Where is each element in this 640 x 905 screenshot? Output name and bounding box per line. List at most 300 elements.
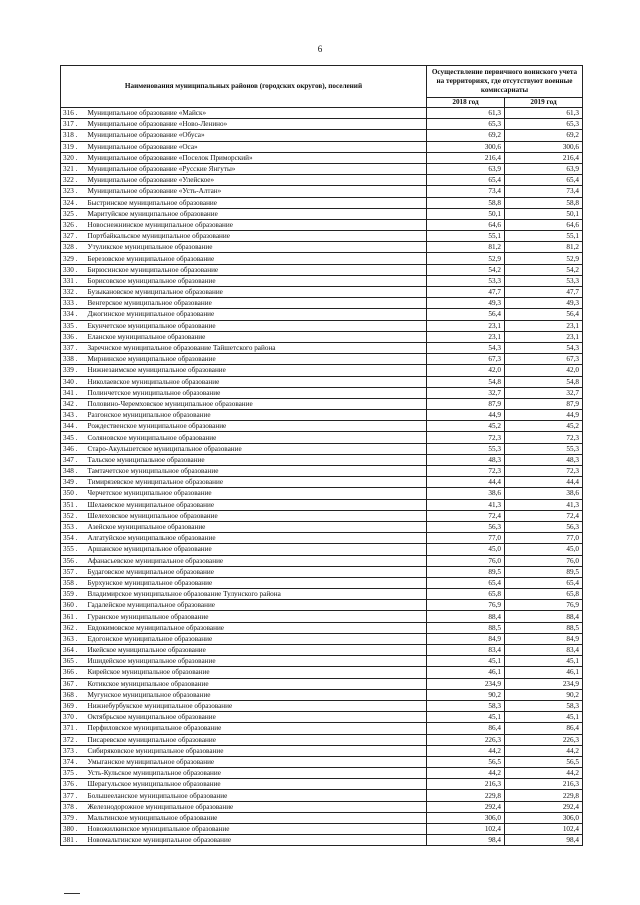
value-2018: 23,1	[427, 320, 505, 331]
municipality-name: Муниципальное образование «Улейское»	[85, 175, 427, 186]
table-row	[61, 510, 583, 521]
row-number: 346 .	[61, 443, 85, 454]
value-2019: 65,8	[505, 589, 583, 600]
municipality-name: Соляновское муниципальное образование	[85, 432, 427, 443]
municipality-name: Бирюсинское муниципальное образование	[85, 264, 427, 275]
municipality-name: Будаговское муниципальное образование	[85, 566, 427, 577]
value-2019: 45,1	[505, 712, 583, 723]
value-2018: 229,8	[427, 790, 505, 801]
municipality-name: Большееланское муниципальное образование	[85, 790, 427, 801]
municipality-name: Шерагульское муниципальное образование	[85, 779, 427, 790]
municipality-name: Муниципальное образование «Майск»	[85, 108, 427, 119]
value-2019: 65,3	[505, 119, 583, 130]
row-number: 361 .	[61, 611, 85, 622]
value-2019: 76,0	[505, 555, 583, 566]
value-2018: 53,3	[427, 275, 505, 286]
value-2019: 58,3	[505, 700, 583, 711]
row-number: 350 .	[61, 488, 85, 499]
municipality-name: Муниципальное образование «Оса»	[85, 141, 427, 152]
table-row	[61, 756, 583, 767]
table-row	[61, 130, 583, 141]
value-2019: 45,1	[505, 656, 583, 667]
municipality-name: Котикское муниципальное образование	[85, 678, 427, 689]
row-number: 351 .	[61, 499, 85, 510]
row-number: 358 .	[61, 577, 85, 588]
value-2019: 42,0	[505, 365, 583, 376]
value-2019: 58,8	[505, 197, 583, 208]
value-2018: 55,3	[427, 443, 505, 454]
value-2018: 45,1	[427, 656, 505, 667]
table-row	[61, 219, 583, 230]
table-row	[61, 734, 583, 745]
row-number: 356 .	[61, 555, 85, 566]
value-2019: 229,8	[505, 790, 583, 801]
municipality-name: Железнодорожное муниципальное образование	[85, 801, 427, 812]
table-row	[61, 488, 583, 499]
table-row	[61, 152, 583, 163]
value-2018: 41,3	[427, 499, 505, 510]
table-row	[61, 331, 583, 342]
column-header-2019: 2019 год	[505, 98, 583, 108]
table-row	[61, 600, 583, 611]
municipality-name: Мальтинское муниципальное образование	[85, 812, 427, 823]
municipality-name: Муниципальное образование «Русские Янгуты»	[85, 163, 427, 174]
value-2019: 88,4	[505, 611, 583, 622]
value-2019: 38,6	[505, 488, 583, 499]
value-2018: 72,4	[427, 510, 505, 521]
value-2018: 42,0	[427, 365, 505, 376]
table-row	[61, 320, 583, 331]
value-2019: 84,9	[505, 633, 583, 644]
table-row	[61, 119, 583, 130]
municipality-name: Икейское муниципальное образование	[85, 645, 427, 656]
table-row	[61, 432, 583, 443]
value-2018: 102,4	[427, 824, 505, 835]
row-number: 335 .	[61, 320, 85, 331]
value-2018: 56,4	[427, 309, 505, 320]
row-number: 354 .	[61, 533, 85, 544]
value-2019: 23,1	[505, 320, 583, 331]
value-2019: 56,4	[505, 309, 583, 320]
table-row	[61, 801, 583, 812]
row-number: 348 .	[61, 466, 85, 477]
row-number: 376 .	[61, 779, 85, 790]
row-number: 324 .	[61, 197, 85, 208]
row-number: 317 .	[61, 119, 85, 130]
table-row	[61, 723, 583, 734]
row-number: 373 .	[61, 745, 85, 756]
value-2019: 98,4	[505, 835, 583, 846]
municipality-name: Муниципальное образование «Ново-Ленино»	[85, 119, 427, 130]
row-number: 347 .	[61, 454, 85, 465]
value-2018: 23,1	[427, 331, 505, 342]
row-number: 345 .	[61, 432, 85, 443]
row-number: 331 .	[61, 275, 85, 286]
value-2019: 81,2	[505, 242, 583, 253]
value-2018: 58,3	[427, 700, 505, 711]
municipality-name: Муниципальное образование «Обуса»	[85, 130, 427, 141]
value-2018: 32,7	[427, 387, 505, 398]
table-row	[61, 712, 583, 723]
table-row	[61, 633, 583, 644]
value-2018: 216,3	[427, 779, 505, 790]
table-row	[61, 779, 583, 790]
value-2018: 90,2	[427, 689, 505, 700]
municipality-name: Еланское муниципальное образование	[85, 331, 427, 342]
row-number: 377 .	[61, 790, 85, 801]
municipality-name: Старо-Акульшетское муниципальное образование	[85, 443, 427, 454]
table-row	[61, 768, 583, 779]
table-row	[61, 678, 583, 689]
municipality-name: Умыганское муниципальное образование	[85, 756, 427, 767]
value-2018: 89,5	[427, 566, 505, 577]
value-2018: 47,7	[427, 287, 505, 298]
value-2019: 69,2	[505, 130, 583, 141]
row-number: 349 .	[61, 477, 85, 488]
table-row	[61, 275, 583, 286]
table-row	[61, 342, 583, 353]
table-row	[61, 566, 583, 577]
municipality-name: Новомальтинское муниципальное образование	[85, 835, 427, 846]
row-number: 329 .	[61, 253, 85, 264]
municipality-name: Гадалейское муниципальное образование	[85, 600, 427, 611]
row-number: 316 .	[61, 108, 85, 119]
value-2019: 61,3	[505, 108, 583, 119]
value-2018: 63,9	[427, 163, 505, 174]
municipality-name: Нижнебурбукское муниципальное образование	[85, 700, 427, 711]
row-number: 327 .	[61, 231, 85, 242]
table-row	[61, 521, 583, 532]
column-header-2018: 2018 год	[427, 98, 505, 108]
table-row	[61, 264, 583, 275]
table-row	[61, 656, 583, 667]
value-2018: 52,9	[427, 253, 505, 264]
page-number: 6	[317, 44, 323, 54]
table-row	[61, 835, 583, 846]
row-number: 321 .	[61, 163, 85, 174]
municipality-name: Гуранское муниципальное образование	[85, 611, 427, 622]
table-row	[61, 466, 583, 477]
municipality-name: Борисовское муниципальное образование	[85, 275, 427, 286]
municipality-name: Тимирязевское муниципальное образование	[85, 477, 427, 488]
municipality-name: Рождественское муниципальное образование	[85, 421, 427, 432]
row-number: 372 .	[61, 734, 85, 745]
value-2018: 45,1	[427, 712, 505, 723]
value-2019: 65,4	[505, 577, 583, 588]
table-row	[61, 141, 583, 152]
table-row	[61, 376, 583, 387]
value-2018: 56,5	[427, 756, 505, 767]
value-2019: 216,4	[505, 152, 583, 163]
value-2019: 23,1	[505, 331, 583, 342]
row-number: 375 .	[61, 768, 85, 779]
row-number: 355 .	[61, 544, 85, 555]
table-row	[61, 175, 583, 186]
municipality-name: Шелеховское муниципальное образование	[85, 510, 427, 521]
table-row	[61, 298, 583, 309]
value-2018: 50,1	[427, 208, 505, 219]
value-2019: 54,3	[505, 342, 583, 353]
table-row	[61, 589, 583, 600]
row-number: 343 .	[61, 410, 85, 421]
municipality-name: Бузыкановское муниципальное образование	[85, 287, 427, 298]
municipality-name: Писаревское муниципальное образование	[85, 734, 427, 745]
value-2019: 32,7	[505, 387, 583, 398]
table-row	[61, 533, 583, 544]
value-2019: 44,2	[505, 768, 583, 779]
value-2019: 55,3	[505, 443, 583, 454]
municipality-name: Мирнинское муниципальное образование	[85, 354, 427, 365]
table-row	[61, 309, 583, 320]
table-row	[61, 108, 583, 119]
value-2019: 55,1	[505, 231, 583, 242]
row-number: 337 .	[61, 342, 85, 353]
table-row	[61, 689, 583, 700]
table-row	[61, 365, 583, 376]
municipality-name: Половино-Черемховское муниципальное образование	[85, 398, 427, 409]
value-2019: 72,3	[505, 466, 583, 477]
value-2019: 50,1	[505, 208, 583, 219]
table-row	[61, 555, 583, 566]
row-number: 378 .	[61, 801, 85, 812]
row-number: 334 .	[61, 309, 85, 320]
value-2018: 55,1	[427, 231, 505, 242]
value-2018: 81,2	[427, 242, 505, 253]
value-2019: 88,5	[505, 622, 583, 633]
row-number: 326 .	[61, 219, 85, 230]
municipality-name: Бурхунское муниципальное образование	[85, 577, 427, 588]
value-2019: 53,3	[505, 275, 583, 286]
table-row	[61, 398, 583, 409]
row-number: 360 .	[61, 600, 85, 611]
table-row	[61, 499, 583, 510]
row-number: 363 .	[61, 633, 85, 644]
row-number: 367 .	[61, 678, 85, 689]
municipality-name: Муниципальное образование «Поселок Приморский»	[85, 152, 427, 163]
municipality-name: Афанасьевское муниципальное образование	[85, 555, 427, 566]
row-number: 341 .	[61, 387, 85, 398]
value-2019: 48,3	[505, 454, 583, 465]
value-2018: 88,4	[427, 611, 505, 622]
municipality-name: Азейское муниципальное образование	[85, 521, 427, 532]
value-2019: 63,9	[505, 163, 583, 174]
value-2019: 292,4	[505, 801, 583, 812]
table-row	[61, 410, 583, 421]
municipality-name: Черчетское муниципальное образование	[85, 488, 427, 499]
value-2018: 67,3	[427, 354, 505, 365]
row-number: 325 .	[61, 208, 85, 219]
table-row	[61, 824, 583, 835]
value-2019: 46,1	[505, 667, 583, 678]
value-2018: 58,8	[427, 197, 505, 208]
municipality-name: Березовское муниципальное образование	[85, 253, 427, 264]
value-2019: 67,3	[505, 354, 583, 365]
table-row	[61, 354, 583, 365]
value-2019: 44,2	[505, 745, 583, 756]
value-2019: 89,5	[505, 566, 583, 577]
value-2018: 44,9	[427, 410, 505, 421]
value-2018: 65,3	[427, 119, 505, 130]
municipality-name: Заречнское муниципальное образование Тайшетского района	[85, 342, 427, 353]
value-2019: 45,0	[505, 544, 583, 555]
row-number: 379 .	[61, 812, 85, 823]
value-2018: 88,5	[427, 622, 505, 633]
table-row	[61, 544, 583, 555]
table-row	[61, 253, 583, 264]
municipality-name: Тальское муниципальное образование	[85, 454, 427, 465]
value-2018: 216,4	[427, 152, 505, 163]
municipality-name: Николаевское муниципальное образование	[85, 376, 427, 387]
row-number: 364 .	[61, 645, 85, 656]
row-number: 359 .	[61, 589, 85, 600]
row-number: 318 .	[61, 130, 85, 141]
value-2019: 86,4	[505, 723, 583, 734]
value-2019: 54,8	[505, 376, 583, 387]
footer-mark	[64, 893, 80, 894]
column-header-name: Наименования муниципальных районов (городских округов), поселений	[61, 66, 427, 108]
value-2019: 64,6	[505, 219, 583, 230]
row-number: 353 .	[61, 521, 85, 532]
municipality-name: Муниципальное образование «Усть-Алтан»	[85, 186, 427, 197]
value-2019: 306,0	[505, 812, 583, 823]
table-row	[61, 577, 583, 588]
value-2018: 45,2	[427, 421, 505, 432]
value-2018: 84,9	[427, 633, 505, 644]
value-2018: 54,8	[427, 376, 505, 387]
value-2019: 76,9	[505, 600, 583, 611]
table-row	[61, 387, 583, 398]
municipality-name: Полинчетское муниципальное образование	[85, 387, 427, 398]
value-2019: 234,9	[505, 678, 583, 689]
value-2018: 65,8	[427, 589, 505, 600]
value-2018: 44,2	[427, 768, 505, 779]
table-row	[61, 231, 583, 242]
row-number: 380 .	[61, 824, 85, 835]
value-2018: 76,0	[427, 555, 505, 566]
municipality-name: Быстринское муниципальное образование	[85, 197, 427, 208]
table-row	[61, 645, 583, 656]
municipality-name: Сибиряковское муниципальное образование	[85, 745, 427, 756]
value-2019: 83,4	[505, 645, 583, 656]
value-2018: 48,3	[427, 454, 505, 465]
row-number: 374 .	[61, 756, 85, 767]
municipality-name: Ишидейское муниципальное образование	[85, 656, 427, 667]
value-2018: 56,3	[427, 521, 505, 532]
value-2018: 72,3	[427, 466, 505, 477]
value-2019: 226,3	[505, 734, 583, 745]
value-2018: 44,2	[427, 745, 505, 756]
row-number: 333 .	[61, 298, 85, 309]
table-row	[61, 287, 583, 298]
row-number: 319 .	[61, 141, 85, 152]
municipality-name: Екунчетское муниципальное образование	[85, 320, 427, 331]
municipality-name: Мугунское муниципальное образование	[85, 689, 427, 700]
value-2019: 300,6	[505, 141, 583, 152]
value-2019: 44,4	[505, 477, 583, 488]
row-number: 357 .	[61, 566, 85, 577]
value-2018: 69,2	[427, 130, 505, 141]
table-row	[61, 611, 583, 622]
municipality-name: Разгонское муниципальное образование	[85, 410, 427, 421]
table-row	[61, 163, 583, 174]
table-row	[61, 667, 583, 678]
table-row	[61, 197, 583, 208]
value-2019: 72,4	[505, 510, 583, 521]
row-number: 328 .	[61, 242, 85, 253]
value-2018: 49,3	[427, 298, 505, 309]
value-2018: 61,3	[427, 108, 505, 119]
row-number: 371 .	[61, 723, 85, 734]
row-number: 352 .	[61, 510, 85, 521]
value-2018: 87,9	[427, 398, 505, 409]
table-row	[61, 454, 583, 465]
value-2019: 56,3	[505, 521, 583, 532]
table-row	[61, 812, 583, 823]
value-2019: 102,4	[505, 824, 583, 835]
value-2018: 65,4	[427, 577, 505, 588]
allocation-table	[60, 65, 583, 846]
column-header-group: Осуществление первичного воинского учета на территориях, где отсутствуют военные комиссариаты	[427, 66, 583, 98]
municipality-name: Портбайкальское муниципальное образование	[85, 231, 427, 242]
value-2018: 72,3	[427, 432, 505, 443]
value-2018: 54,2	[427, 264, 505, 275]
row-number: 323 .	[61, 186, 85, 197]
municipality-name: Октябрьское муниципальное образование	[85, 712, 427, 723]
municipality-name: Джогинское муниципальное образование	[85, 309, 427, 320]
value-2019: 52,9	[505, 253, 583, 264]
municipality-name: Алгатуйское муниципальное образование	[85, 533, 427, 544]
value-2019: 216,3	[505, 779, 583, 790]
row-number: 320 .	[61, 152, 85, 163]
value-2019: 49,3	[505, 298, 583, 309]
value-2019: 87,9	[505, 398, 583, 409]
row-number: 336 .	[61, 331, 85, 342]
table-row	[61, 186, 583, 197]
row-number: 338 .	[61, 354, 85, 365]
value-2018: 76,9	[427, 600, 505, 611]
row-number: 332 .	[61, 287, 85, 298]
table-row	[61, 622, 583, 633]
row-number: 369 .	[61, 700, 85, 711]
table-row	[61, 208, 583, 219]
municipality-name: Евдокимовское муниципальное образование	[85, 622, 427, 633]
value-2018: 86,4	[427, 723, 505, 734]
value-2018: 234,9	[427, 678, 505, 689]
table-row	[61, 242, 583, 253]
value-2018: 44,4	[427, 477, 505, 488]
value-2018: 300,6	[427, 141, 505, 152]
value-2018: 46,1	[427, 667, 505, 678]
value-2018: 54,3	[427, 342, 505, 353]
value-2019: 73,4	[505, 186, 583, 197]
row-number: 362 .	[61, 622, 85, 633]
value-2019: 44,9	[505, 410, 583, 421]
value-2018: 306,0	[427, 812, 505, 823]
value-2018: 83,4	[427, 645, 505, 656]
value-2019: 54,2	[505, 264, 583, 275]
table-row	[61, 443, 583, 454]
value-2019: 90,2	[505, 689, 583, 700]
row-number: 330 .	[61, 264, 85, 275]
table-row	[61, 700, 583, 711]
municipality-name: Аршанское муниципальное образование	[85, 544, 427, 555]
municipality-name: Венгерское муниципальное образование	[85, 298, 427, 309]
row-number: 340 .	[61, 376, 85, 387]
municipality-name: Кирейское муниципальное образование	[85, 667, 427, 678]
value-2019: 56,5	[505, 756, 583, 767]
value-2018: 77,0	[427, 533, 505, 544]
table-row	[61, 790, 583, 801]
